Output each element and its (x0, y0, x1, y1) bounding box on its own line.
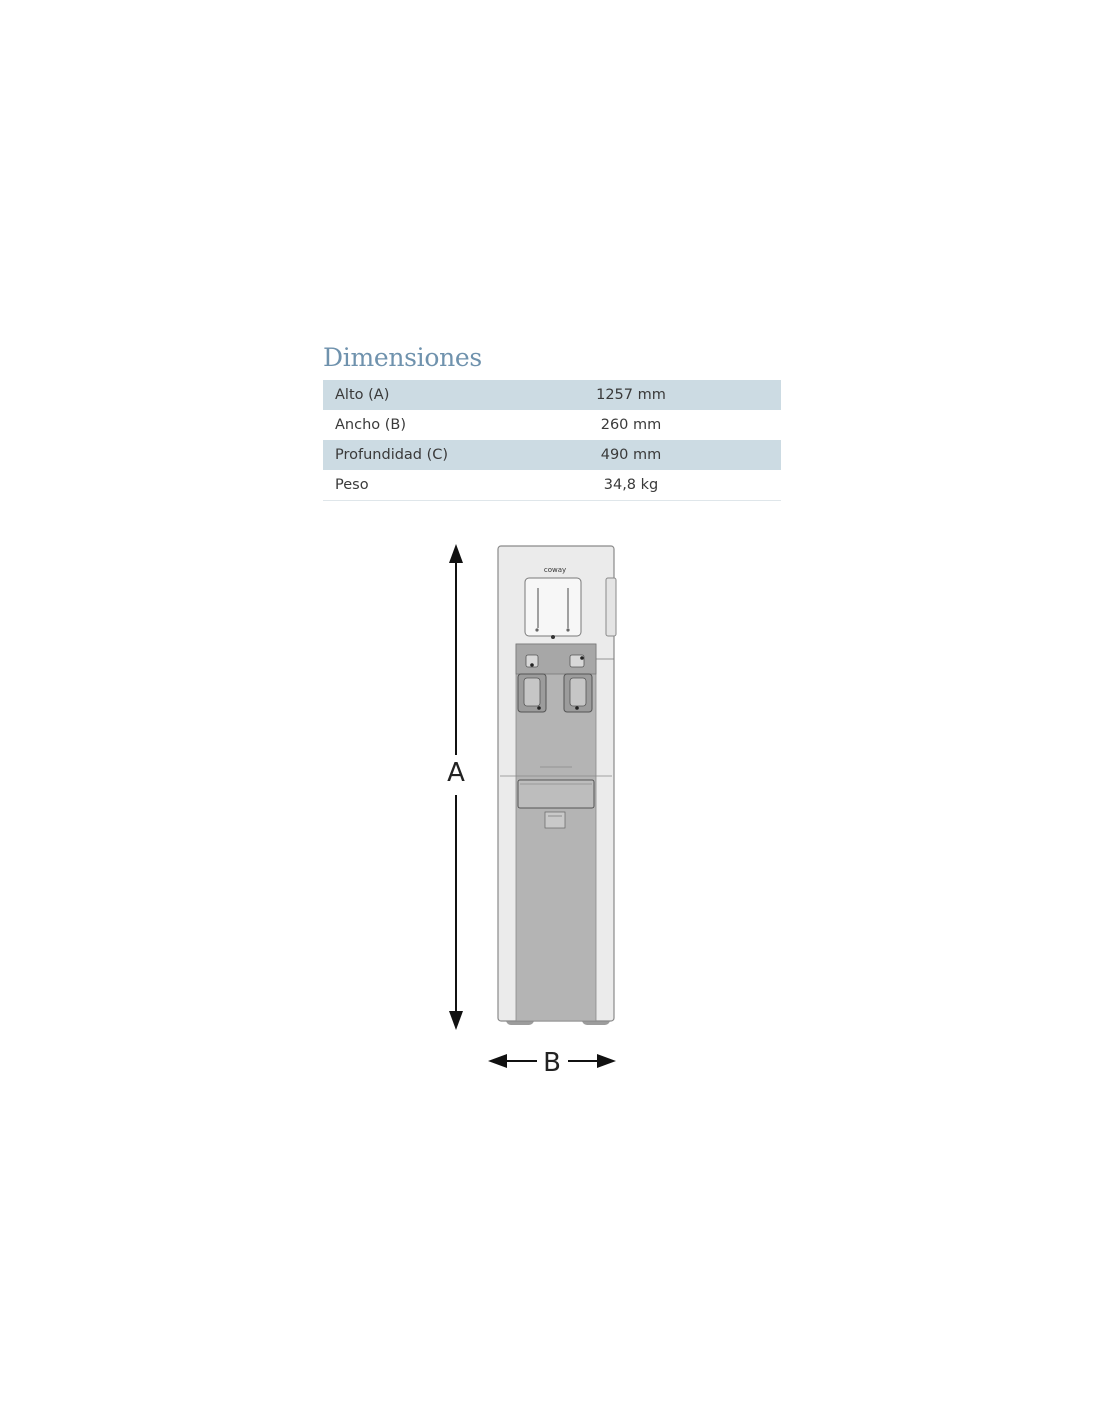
brand-logo: coway (543, 566, 567, 574)
width-dimension-arrow (488, 1048, 616, 1078)
spec-label: Peso (323, 470, 531, 501)
width-label: B (543, 1048, 561, 1078)
spec-value: 1257 mm (531, 380, 781, 410)
spec-label: Alto (A) (323, 380, 531, 410)
dispenser-body (498, 546, 616, 1025)
height-label: A (447, 758, 465, 788)
height-dimension-arrow (447, 544, 465, 1030)
spec-label: Profundidad (C) (323, 440, 531, 470)
section-title: Dimensiones (323, 343, 482, 372)
spec-value: 260 mm (600, 417, 662, 433)
spec-value: 34,8 kg (531, 470, 781, 501)
spec-label: Ancho (B) (335, 417, 407, 433)
spec-value: 490 mm (531, 440, 781, 470)
